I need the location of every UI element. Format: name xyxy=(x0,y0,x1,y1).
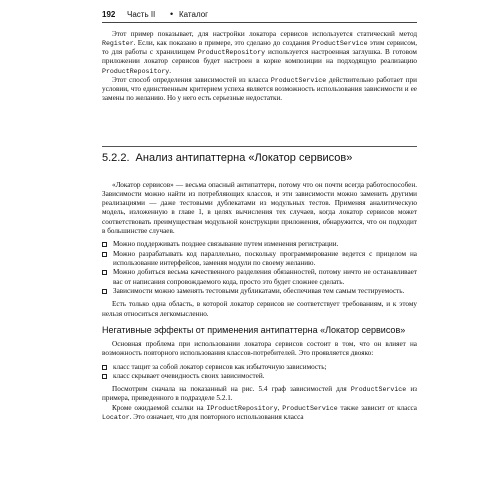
code-productservice: ProductService xyxy=(350,386,407,394)
section-number: 5.2.2. xyxy=(102,152,130,164)
header-bullet: • xyxy=(170,9,174,19)
header-rule xyxy=(102,22,417,23)
analysis-paragraph-1: «Локатор сервисов» — весьма опасный антипаттерн, потому что он почти всегда работоспособен. Зависимости можно найти из потребляющих классов, и эти зависимости можно заменить другими реализациями — даже тестовыми дублекатами из модульных тестов. Применяя аналитическую модель, изложенную в главе 1, в целях вычисления тех случаев, когда локатор сервисов может соответствовать преимуществам модульной конструкции приложения, обнаружится, что он подходит в большинстве случаев. xyxy=(102,181,417,235)
list-item: Можно разрабатывать код параллельно, поскольку программирование ведется с прицелом на использование интерфейсов, заменяя модули по своему желанию. xyxy=(102,250,417,268)
list-item: Можно добиться весьма качественного разделения обязанностей, потому ничто не останавливает вас от написания сопровождаемого кода, просто это будет сложнее сделать. xyxy=(102,268,417,286)
intro-paragraph-2: Этот способ определения зависимостей из класса ProductService действительно работает при условии, что единственным критерием успеха является возможность использования зависимости и ее замены по желанию. Но у него есть серьезные недостатки. xyxy=(102,75,417,103)
list-item: класс тащит за собой локатор сервисов как избыточную зависимость; xyxy=(102,363,417,372)
code-register: Register xyxy=(102,40,134,48)
negative-paragraph-3: Кроме ожидаемой ссылки на IProductRepository, ProductService также зависит от класса Locator. Это означает, что для повторного использования класса xyxy=(102,403,417,421)
section-rule xyxy=(102,146,417,147)
benefits-list xyxy=(102,240,417,296)
analysis-paragraph-2: Есть только одна область, в которой локатор сервисов не соответствует требованиям, и к этому нельзя относиться легкомысленно. xyxy=(102,300,417,318)
analysis-text xyxy=(102,181,417,422)
part-label: Часть II xyxy=(127,10,156,19)
checkbox-bullet-icon xyxy=(102,289,107,294)
negative-paragraph-1: Основная проблема при использовании локатора сервисов состоит в том, что он влияет на возможность повторного использования классов-потребителей. Это проявляется двояко: xyxy=(102,340,417,358)
code-productrepository: ProductRepository xyxy=(197,49,266,57)
intro-text xyxy=(102,30,417,103)
list-item: Зависимости можно заменять тестовыми дубликатами, обеспечивая тем самым тестируемость. xyxy=(102,287,417,296)
list-item: Можно поддерживать позднее связывание путем изменения регистрации. xyxy=(102,240,417,249)
checkbox-bullet-icon xyxy=(102,365,107,370)
chapter-label: Каталог xyxy=(179,10,209,19)
checkbox-bullet-icon xyxy=(102,252,107,257)
running-header xyxy=(102,9,417,23)
intro-paragraph-1: Этот пример показывает, для настройки локатора сервисов используется статический метод Register. Если, как показано в примере, это сделано до создания ProductService этим сервисом, то для работы с хранилищем ProductRepository используется настроенная заглушка. В готовом приложении локатор сервисов будет настроен в корне композиции на подходящую реализацию ProductRepository. xyxy=(102,30,417,75)
effects-list xyxy=(102,363,417,382)
checkbox-bullet-icon xyxy=(102,242,107,247)
code-productservice: ProductService xyxy=(282,404,338,412)
code-productservice: ProductService xyxy=(270,76,327,84)
subheading: Негативные эффекты от применения антипаттерна «Локатор сервисов» xyxy=(102,324,406,335)
page-number: 192 xyxy=(102,10,116,19)
code-productservice: ProductService xyxy=(312,40,368,48)
negative-paragraph-2: Посмотрим сначала на показанный на рис. 5.4 граф зависимостей для ProductService из примера, приведенного в подразделе 5.2.1. xyxy=(102,385,418,403)
code-productrepository: ProductRepository xyxy=(102,67,170,75)
code-iproductrepository: IProductRepository xyxy=(206,404,278,412)
section-heading xyxy=(102,146,417,174)
section-title: Анализ антипаттерна «Локатор сервисов» xyxy=(135,152,353,164)
checkbox-bullet-icon xyxy=(102,270,107,275)
checkbox-bullet-icon xyxy=(102,374,107,379)
list-item: класс скрывает очевидность своих зависимостей. xyxy=(102,372,417,381)
code-locator: Locator xyxy=(102,413,130,421)
